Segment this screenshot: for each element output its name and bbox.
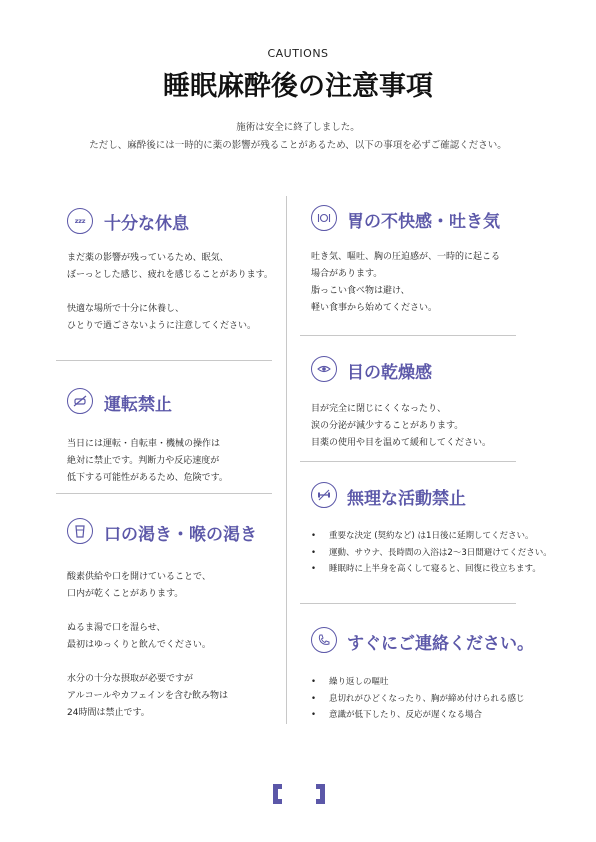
section-eyes-title: 目の乾燥感: [347, 363, 432, 383]
intro-line-1: 施術は安全に終了しました。: [236, 122, 360, 133]
text-line: ひとりで過ごさないように注意してください。: [67, 321, 257, 331]
section-activity-icon-wrap: [311, 482, 337, 508]
section-eyes-body: [311, 401, 491, 452]
text-line: 吐き気、嘔吐、胸の圧迫感が、一時的に起こる: [311, 252, 501, 262]
text-line: 場合があります。: [311, 269, 383, 279]
divider-left-1: [56, 360, 272, 361]
text-line: 快適な場所で十分に休養し、: [67, 304, 185, 314]
section-thirst-title: 口の渇き・喉の渇き: [104, 525, 257, 545]
text-line: まだ薬の影響が残っているため、眠気、: [67, 253, 229, 263]
text-line: 最初はゆっくりと飲んでください。: [67, 640, 211, 650]
section-driving-icon-wrap: [67, 388, 93, 414]
text-line: [67, 284, 273, 301]
list-item: • 睡眠時に上半身を高くして寝ると、回復に役立ちます。: [311, 561, 552, 578]
page-title: 睡眠麻酔後の注意事項: [163, 71, 433, 102]
list-item: • 重要な決定 (契約など) は1日後に延期してください。: [311, 528, 552, 545]
section-thirst-icon-wrap: [67, 518, 93, 544]
sleep-zzz-icon: zzz: [67, 208, 93, 234]
meal-plate-icon: [311, 205, 337, 231]
text-line: 口内が乾くことがあります。: [67, 589, 184, 599]
text-line: 水分の十分な摂取が必要ですが: [67, 674, 194, 684]
text-line: 低下する可能性があるため、危険です。: [67, 473, 228, 483]
section-driving-body: [67, 436, 228, 487]
section-rest-title: 十分な休息: [104, 214, 189, 234]
column-divider: [286, 196, 287, 724]
text-line: [67, 654, 228, 671]
section-contact-list: [311, 674, 525, 724]
eyebrow-label: CAUTIONS: [267, 47, 329, 60]
text-line: 軽い食事から始めてください。: [311, 303, 438, 313]
list-item: • 息切れがひどくなったり、胸が締め付けられる感じ: [311, 691, 525, 708]
divider-right-2: [300, 461, 516, 462]
list-item: • 繰り返しの嘔吐: [311, 674, 525, 691]
section-driving-title: 運転禁止: [104, 395, 172, 415]
text-line: ぬるま湯で口を湿らせ、: [67, 623, 166, 633]
section-stomach-icon-wrap: [311, 205, 337, 231]
divider-right-3: [300, 603, 516, 604]
text-line: 目が完全に閉じにくくなったり、: [311, 404, 447, 414]
text-line: 脂っこい食べ物は避け、: [311, 286, 410, 296]
no-driving-icon: [67, 388, 93, 414]
no-exercise-icon: [311, 482, 337, 508]
text-line: 目薬の使用や目を温めて緩和してください。: [311, 438, 492, 448]
text-line: 絶対に禁止です。判断力や反応速度が: [67, 456, 220, 466]
section-thirst-body: [67, 569, 228, 722]
list-item: • 運動、サウナ、長時間の入浴は2〜3日間避けてください。: [311, 545, 552, 562]
text-line: 当日には運転・自転車・機械の操作は: [67, 439, 221, 449]
section-rest-icon-wrap: [67, 208, 93, 234]
section-contact-title: すぐにご連絡ください。: [347, 634, 534, 654]
divider-left-2: [56, 493, 272, 494]
bracket-logo: [273, 784, 325, 804]
text-line: 24時間は禁止です。: [67, 708, 150, 718]
section-contact-icon-wrap: [311, 627, 337, 653]
text-line: 涙の分泌が減少することがあります。: [311, 421, 464, 431]
eye-dryness-icon: [311, 356, 337, 382]
section-eyes-icon-wrap: [311, 356, 337, 382]
section-stomach-title: 胃の不快感・吐き気: [347, 212, 500, 232]
phone-call-icon: [311, 627, 337, 653]
section-activity-title: 無理な活動禁止: [347, 489, 466, 509]
list-item: • 意識が低下したり、反応が遅くなる場合: [311, 707, 525, 724]
divider-right-1: [300, 335, 516, 336]
section-stomach-body: [311, 249, 500, 317]
cup-icon: [67, 518, 93, 544]
text-line: 酸素供給や口を開けていることで、: [67, 572, 211, 582]
intro-line-2: ただし、麻酔後には一時的に薬の影響が残ることがあるため、以下の事項を必ずご確認ください。: [89, 140, 507, 151]
section-activity-list: [311, 528, 552, 578]
text-line: [67, 603, 228, 620]
section-rest-body: [67, 250, 273, 335]
text-line: ぼーっとした感じ、疲れを感じることがあります。: [67, 270, 273, 280]
text-line: アルコールやカフェインを含む飲み物は: [67, 691, 229, 701]
